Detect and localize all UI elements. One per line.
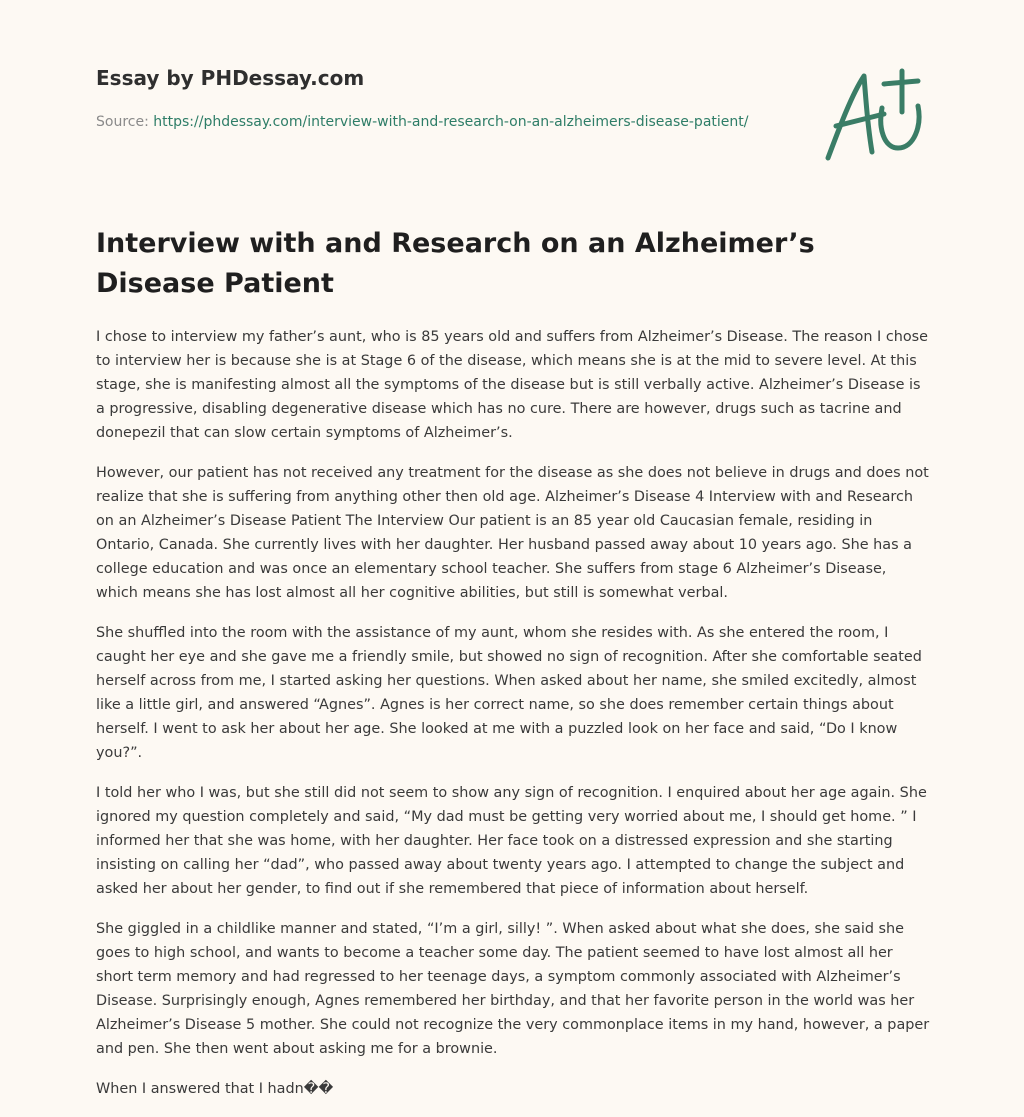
site-title: Essay by PHDessay.com	[96, 66, 365, 90]
essay-paragraph: She giggled in a childlike manner and stated, “I’m a girl, silly! ”. When asked about what she does, she said she goes to high school, and wants to become a teacher some day. The patient seemed to have lost almost all her short term memory and had regressed to her teenage days, a symptom commonly associated with Alzheimer’s Disease. Surprisingly enough, Agnes remembered her birthday, and that her favorite person in the world was her Alzheimer’s Disease 5 mother. She could not recognize the very commonplace items in my hand, however, a paper and pen. She then went about asking me for a brownie.	[96, 921, 930, 1057]
essay-body	[96, 325, 932, 1117]
a-plus-grade-icon	[818, 66, 930, 166]
essay-paragraph: However, our patient has not received any treatment for the disease as she does not believe in drugs and does not realize that she is suffering from anything other then old age. Alzheimer’s Disease 4 Interview with and Research on an Alzheimer’s Disease Patient The Interview Our patient is an 85 year old Caucasian female, residing in Ontario, Canada. She currently lives with her daughter. Her husband passed away about 10 years ago. She has a college education and was once an elementary school teacher. She suffers from stage 6 Alzheimer’s Disease, which means she has lost almost all her cognitive abilities, but still is somewhat verbal.	[96, 465, 929, 601]
essay-paragraph: She shuffled into the room with the assistance of my aunt, whom she resides with. As she entered the room, I caught her eye and she gave me a friendly smile, but showed no sign of recognition. After she comfortable seated herself across from me, I started asking her questions. When asked about her name, she smiled excitedly, almost like a little girl, and answered “Agnes”. Agnes is her correct name, so she does remember certain things about herself. I went to ask her about her age. She looked at me with a puzzled look on her face and said, “Do I know you?”.	[96, 625, 922, 761]
essay-title: Interview with and Research on an Alzheimer’s Disease Patient	[96, 228, 815, 299]
source-link[interactable]: https://phdessay.com/interview-with-and-research-on-an-alzheimers-disease-patient/	[153, 114, 749, 130]
source-label: Source:	[96, 114, 154, 130]
essay-paragraph: I told her who I was, but she still did not seem to show any sign of recognition. I enquired about her age again. She ignored my question completely and said, “My dad must be getting very worried about me, I should get home. ” I informed her that she was home, with her daughter. Her face took on a distressed expression and she starting insisting on calling her “dad”, who passed away about twenty years ago. I attempted to change the subject and asked her about her gender, to find out if she remembered that piece of information about herself.	[96, 785, 927, 897]
source-line	[96, 111, 796, 134]
essay-paragraph: I chose to interview my father’s aunt, who is 85 years old and suffers from Alzheimer’s Disease. The reason I chose to interview her is because she is at Stage 6 of the disease, which means she is at the mid to severe level. At this stage, she is manifesting almost all the symptoms of the disease but is still verbally active. Alzheimer’s Disease is a progressive, disabling degenerative disease which has no cure. There are however, drugs such as tacrine and donepezil that can slow certain symptoms of Alzheimer’s.	[96, 329, 929, 441]
essay-paragraph: When I answered that I hadn��	[96, 1081, 334, 1097]
